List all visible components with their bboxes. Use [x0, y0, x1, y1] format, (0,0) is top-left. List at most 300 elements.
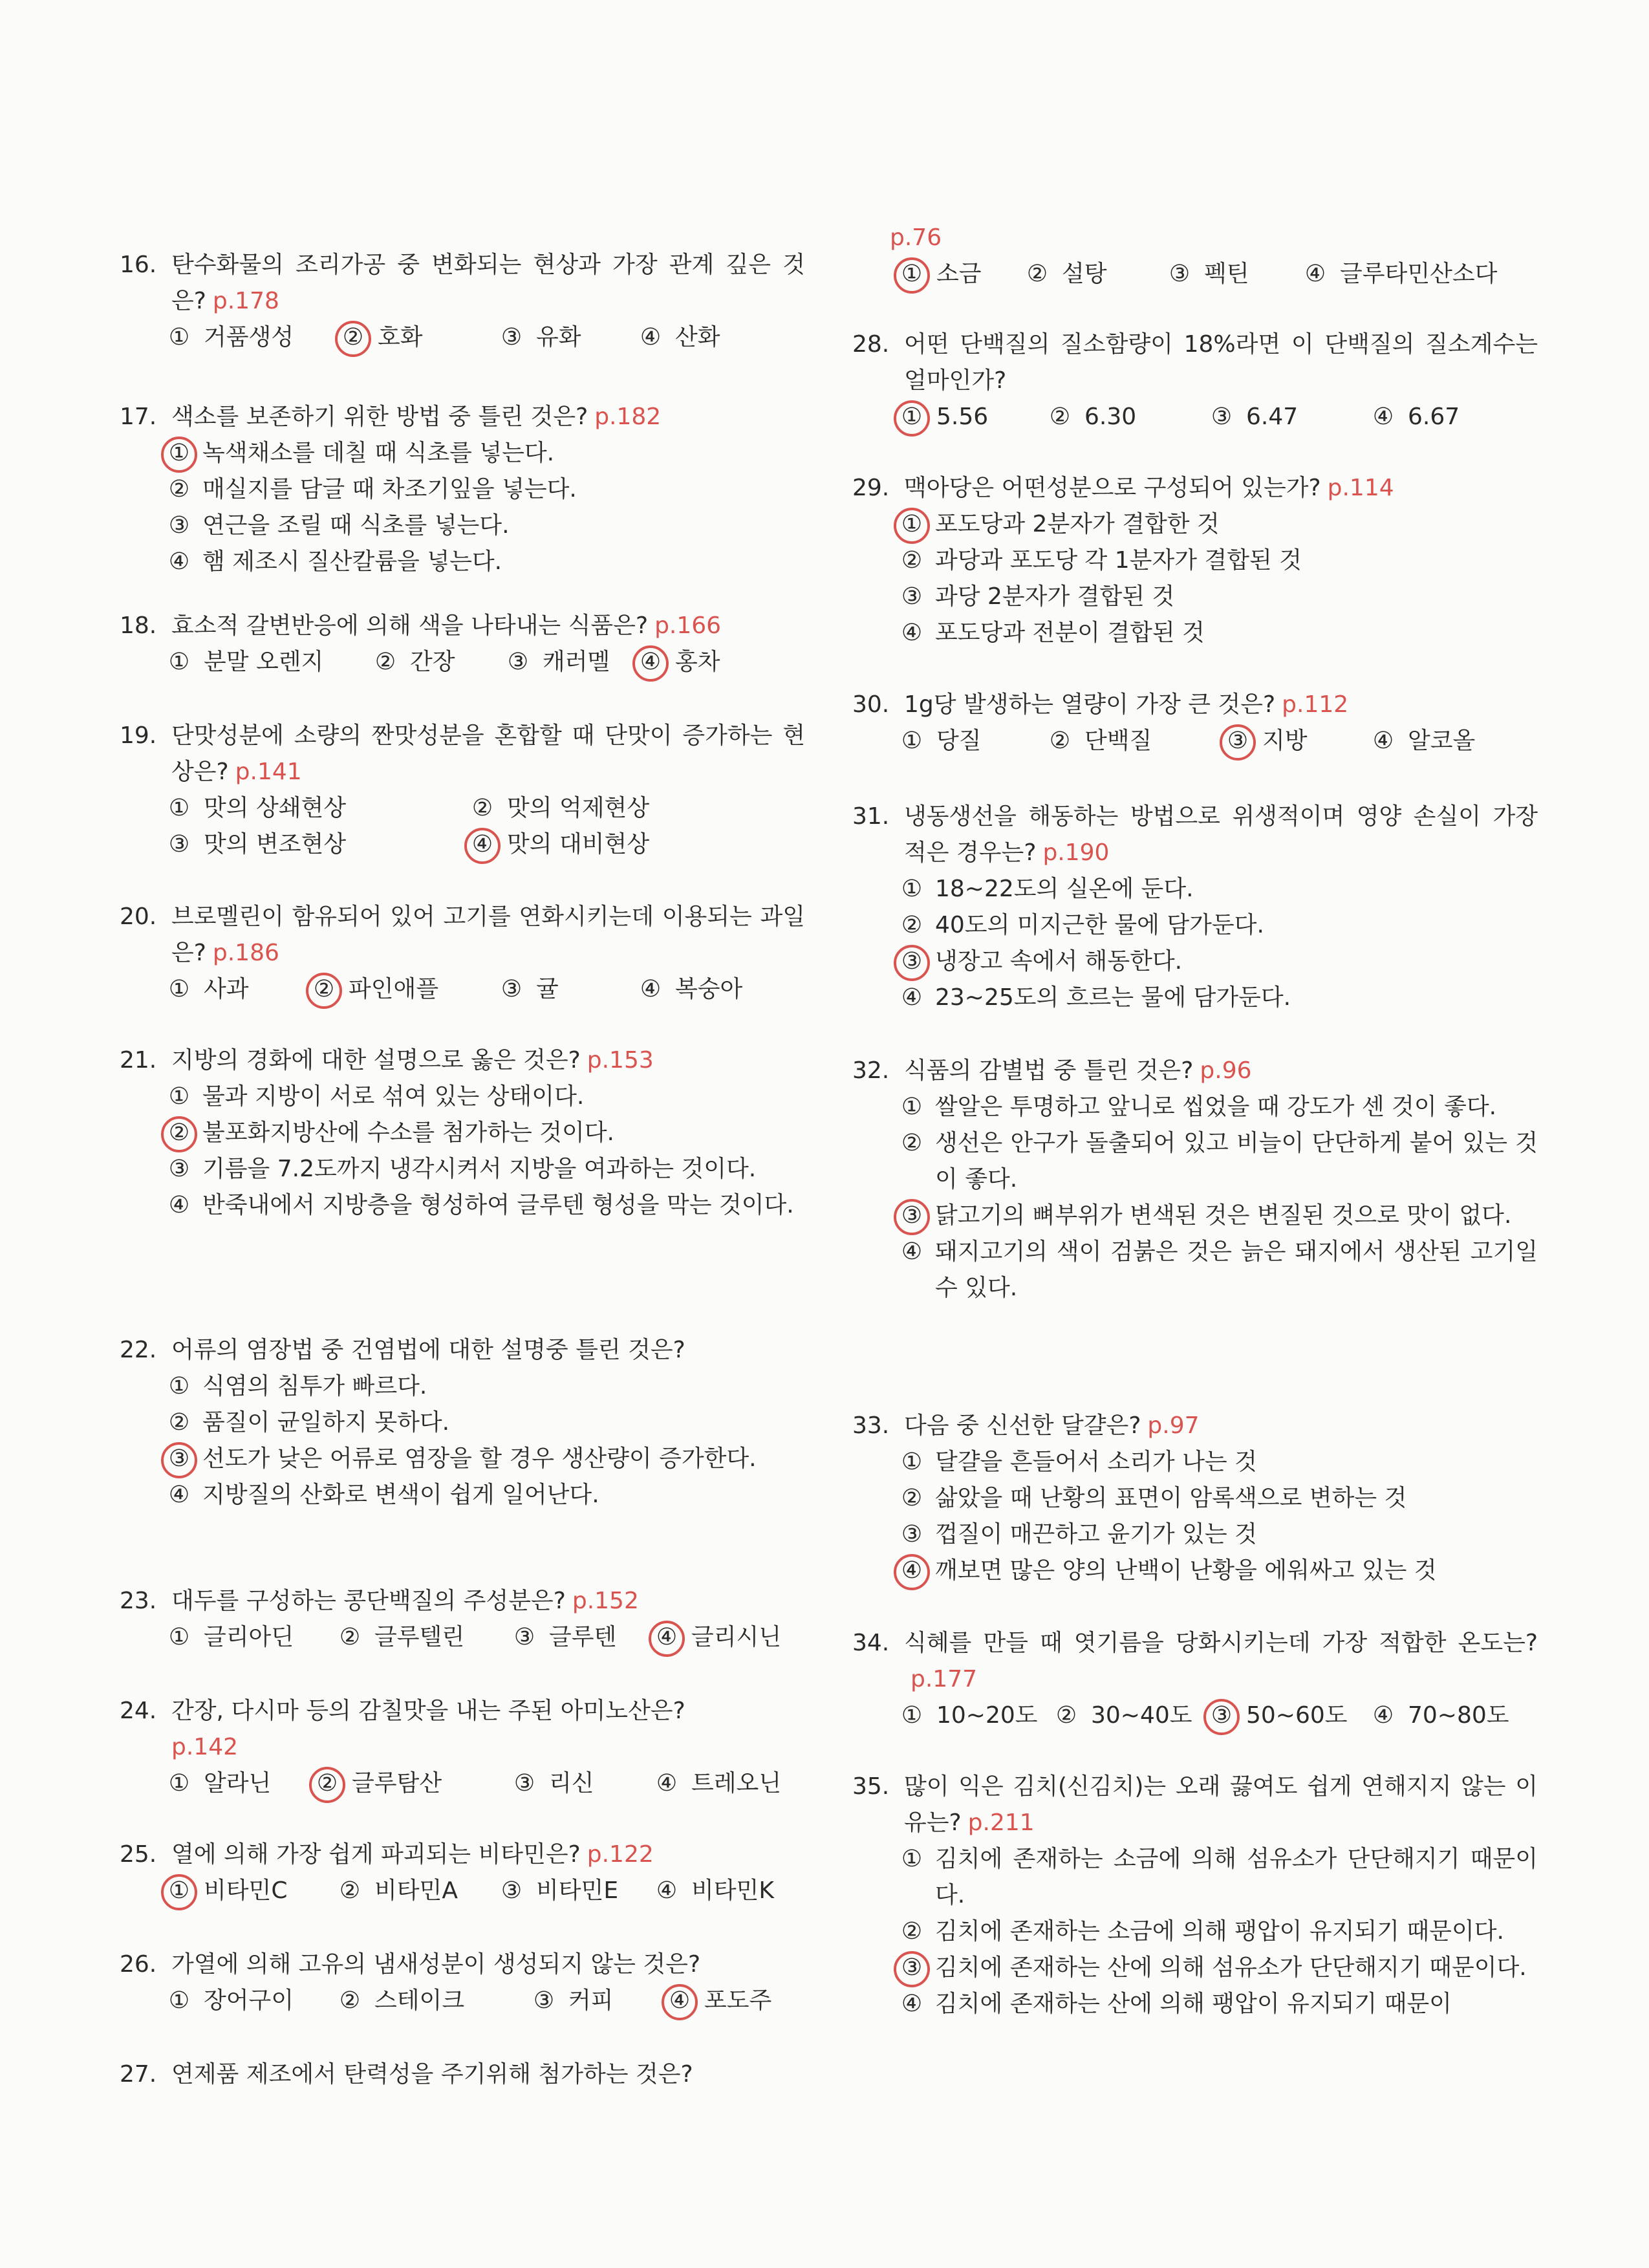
option-marker-wrap: [895, 579, 929, 615]
option-1[interactable]: [162, 1766, 271, 1802]
option-marker: ①: [162, 1873, 196, 1909]
answer-circle-mark: [1220, 724, 1256, 761]
option-4[interactable]: [1366, 399, 1460, 435]
option-2[interactable]: [1050, 1698, 1192, 1734]
option-2[interactable]: [333, 1983, 464, 2019]
option-text: 김치에 존재하는 산에 의해 섬유소가 단단해지기 때문이다.: [935, 1954, 1527, 1981]
question-27: [120, 2057, 805, 2093]
option-3[interactable]: [495, 971, 559, 1008]
question-number: 24.: [120, 1698, 157, 1724]
option-text: 선도가 낮은 어류로 염장을 할 경우 생산량이 증가한다.: [202, 1445, 757, 1472]
option-marker: ①: [895, 399, 929, 435]
option-3[interactable]: [120, 1441, 805, 1477]
option-marker: ②: [339, 1624, 361, 1650]
question-stem: [120, 1693, 805, 1729]
question-number: 32.: [852, 1057, 890, 1084]
option-3[interactable]: [495, 1873, 618, 1909]
answer-circle-mark: [306, 973, 342, 1009]
answer-circle-mark: [662, 1984, 698, 2020]
question-number: 19.: [120, 722, 157, 749]
option-text: 글리아딘: [204, 1624, 294, 1650]
option-text: 6.67: [1408, 404, 1460, 430]
option-4[interactable]: [650, 1619, 781, 1656]
question-text: [120, 1947, 805, 1983]
option-text: 5.56: [936, 404, 989, 430]
option-1[interactable]: [162, 319, 294, 356]
option-text: 50~60도: [1246, 1702, 1348, 1729]
option-marker: ②: [901, 1130, 923, 1156]
option-marker: ③: [168, 1156, 190, 1182]
page-reference: p.97: [1147, 1412, 1200, 1439]
option-text: 글리시닌: [691, 1624, 782, 1650]
option-1[interactable]: [895, 1698, 1038, 1734]
question-stem: [852, 327, 1538, 399]
question-number: 33.: [852, 1412, 890, 1439]
option-1[interactable]: [852, 506, 1538, 543]
option-marker: ②: [162, 1115, 196, 1151]
option-3[interactable]: [527, 1983, 614, 2019]
option-text: 껍질이 매끈하고 윤기가 있는 것: [935, 1521, 1257, 1548]
option-marker: ①: [168, 976, 190, 1002]
option-text: 반죽내에서 지방층을 형성하여 글루텐 형성을 막는 것이다.: [202, 1192, 794, 1218]
option-4[interactable]: [650, 1873, 774, 1909]
option-2[interactable]: [466, 790, 649, 826]
option-text: 삶았을 때 난황의 표면이 암록색으로 변하는 것: [935, 1485, 1407, 1511]
option-text: 소금: [936, 261, 982, 287]
option-marker: ③: [895, 1950, 929, 1986]
option-marker: ④: [901, 620, 923, 646]
option-marker: ①: [901, 876, 923, 902]
question-stem: [120, 247, 805, 319]
question-stem: [120, 1042, 805, 1079]
question-text-body: 효소적 갈변반응에 의해 색을 나타내는 식품은?: [171, 612, 649, 639]
page-reference: p.177: [911, 1666, 978, 1692]
option-marker: ②: [374, 649, 396, 675]
option-text: 닭고기의 뼈부위가 변색된 것은 변질된 것으로 맛이 없다.: [935, 1202, 1512, 1229]
options-row: [120, 826, 805, 863]
option-1[interactable]: [162, 971, 249, 1008]
option-2[interactable]: [333, 1619, 464, 1656]
option-marker: ②: [901, 547, 923, 574]
page-reference: p.153: [587, 1047, 654, 1074]
option-1[interactable]: [852, 1089, 1538, 1125]
question-text-body: 많이 익은 김치(신김치)는 오래 끓여도 쉽게 연해지지 않는 이유는?: [904, 1773, 1538, 1836]
page-reference: p.190: [1042, 839, 1110, 866]
option-marker-wrap: [895, 615, 929, 651]
answer-circle-mark: [161, 1116, 197, 1152]
option-3[interactable]: [1163, 256, 1249, 292]
option-marker: ①: [901, 1094, 923, 1120]
option-text: 6.30: [1084, 404, 1137, 430]
option-marker: ④: [1304, 261, 1326, 287]
option-marker-wrap: [895, 1089, 929, 1125]
option-text: 단백질: [1084, 728, 1152, 754]
option-marker: ④: [1372, 1702, 1394, 1729]
question-number: 16.: [120, 252, 157, 278]
option-text: 맛의 억제현상: [507, 795, 650, 821]
option-2[interactable]: [1020, 256, 1107, 292]
option-text: 복숭아: [675, 976, 743, 1002]
option-marker-wrap: [895, 506, 929, 543]
option-2[interactable]: [333, 1873, 458, 1909]
option-4[interactable]: [634, 971, 742, 1008]
option-2[interactable]: [307, 971, 438, 1008]
option-marker: ①: [901, 728, 923, 754]
option-marker-wrap: [895, 1198, 929, 1234]
options-row: [852, 256, 1538, 292]
option-2[interactable]: [369, 644, 455, 680]
question-cont: [852, 220, 1538, 292]
page-reference: p.76: [890, 224, 942, 251]
option-2[interactable]: [310, 1766, 442, 1802]
option-text: 연근을 조릴 때 식초를 넣는다.: [202, 512, 510, 539]
question-21: [120, 1042, 805, 1224]
option-text: 글루탐산: [352, 1770, 442, 1797]
option-text: 지방: [1262, 728, 1308, 754]
option-marker: ②: [1049, 728, 1071, 754]
option-4[interactable]: [852, 980, 1538, 1016]
option-4[interactable]: [650, 1766, 781, 1802]
question-text: [120, 899, 805, 971]
question-text: [120, 608, 805, 644]
question-number: 29.: [852, 475, 890, 501]
option-2[interactable]: [852, 1125, 1538, 1198]
option-4[interactable]: [466, 826, 649, 863]
option-text: 맛의 대비현상: [507, 831, 650, 858]
option-4[interactable]: [120, 1477, 805, 1513]
question-number: 20.: [120, 903, 157, 930]
question-number: 28.: [852, 331, 890, 358]
option-marker: ①: [168, 324, 190, 351]
option-marker: ②: [1049, 404, 1071, 430]
option-marker-wrap: [895, 1480, 929, 1517]
question-number: 31.: [852, 803, 890, 830]
option-marker: ③: [507, 649, 529, 675]
question-stem: [852, 1053, 1538, 1089]
option-marker: ④: [168, 548, 190, 575]
answer-circle-mark: [894, 257, 930, 294]
question-text-body: 간장, 다시마 등의 감칠맛을 내는 주된 아미노산은?: [171, 1698, 685, 1724]
option-marker: ④: [640, 324, 662, 351]
option-4[interactable]: [634, 644, 720, 680]
question-text-body: 탄수화물의 조리가공 중 변화되는 현상과 가장 관계 깊은 것은?: [171, 252, 805, 314]
option-marker: ①: [895, 506, 929, 543]
option-2[interactable]: [120, 471, 805, 508]
option-2[interactable]: [852, 1914, 1538, 1950]
option-marker: ③: [501, 324, 523, 351]
option-marker: ④: [168, 1192, 190, 1218]
option-marker: ②: [168, 1409, 190, 1436]
option-text: 사과: [204, 976, 249, 1002]
question-text: [852, 470, 1538, 506]
option-marker: ①: [168, 1987, 190, 2014]
question-text: [852, 687, 1538, 723]
option-marker-wrap: [162, 1115, 196, 1151]
option-1[interactable]: [120, 1079, 805, 1115]
option-1[interactable]: [852, 1841, 1538, 1914]
answer-circle-mark: [894, 945, 930, 981]
option-text: 비타민C: [204, 1877, 288, 1904]
option-marker: ②: [901, 912, 923, 938]
option-text: 생선은 안구가 돌출되어 있고 비늘이 단단하게 붙어 있는 것이 좋다.: [935, 1130, 1538, 1193]
option-text: 냉장고 속에서 해동한다.: [935, 948, 1183, 975]
option-text: 햄 제조시 질산칼륨을 넣는다.: [202, 548, 502, 575]
answer-circle-mark: [161, 1874, 197, 1910]
page-reference: p.122: [587, 1841, 654, 1868]
option-3[interactable]: [508, 1619, 616, 1656]
answer-circle-mark: [632, 645, 669, 682]
option-text: 포도당과 2분자가 결합한 것: [935, 511, 1220, 537]
question-29: [852, 470, 1538, 651]
option-4[interactable]: [1366, 723, 1475, 759]
option-4[interactable]: [1366, 1698, 1509, 1734]
option-marker: ④: [901, 1991, 923, 2017]
question-stem: [120, 899, 805, 971]
option-3[interactable]: [1205, 1698, 1348, 1734]
option-marker-wrap: [895, 1444, 929, 1480]
option-1[interactable]: [895, 256, 982, 292]
option-1[interactable]: [162, 790, 346, 826]
answer-circle-mark: [894, 1199, 930, 1235]
option-text: 알라닌: [204, 1770, 272, 1797]
option-marker: ③: [168, 831, 190, 858]
option-4[interactable]: [663, 1983, 771, 2019]
page-reference: p.96: [1200, 1057, 1252, 1084]
answer-circle-mark: [161, 1442, 197, 1478]
question-text: [120, 1042, 805, 1079]
question-stem: [120, 399, 805, 435]
question-17: [120, 399, 805, 580]
option-3[interactable]: [852, 579, 1538, 615]
question-text-body: 색소를 보존하기 위한 방법 중 틀린 것은?: [171, 404, 588, 430]
option-marker: ①: [901, 1702, 923, 1729]
question-text: [120, 247, 805, 319]
question-20: [120, 899, 805, 1008]
option-marker: ④: [634, 644, 667, 680]
option-marker: ①: [895, 256, 929, 292]
option-text: 깨보면 많은 양의 난백이 난황을 에워싸고 있는 것: [935, 1557, 1437, 1584]
option-text: 매실지를 담글 때 차조기잎을 넣는다.: [202, 476, 577, 502]
question-text: [120, 2057, 805, 2093]
option-2[interactable]: [852, 907, 1538, 944]
option-2[interactable]: [1043, 723, 1152, 759]
option-marker-wrap: [162, 544, 196, 580]
answer-circle-mark: [649, 1621, 685, 1657]
option-marker: ②: [339, 1877, 361, 1904]
option-marker: ①: [901, 1846, 923, 1872]
option-marker: ③: [513, 1770, 535, 1797]
option-marker-wrap: [162, 435, 196, 471]
option-text: 당질: [936, 728, 982, 754]
option-marker: ②: [336, 319, 370, 356]
option-4[interactable]: [852, 1234, 1538, 1306]
option-text: 돼지고기의 색이 검붉은 것은 늙은 돼지에서 생산된 고기일 수 있다.: [935, 1238, 1538, 1301]
option-marker-wrap: [895, 1841, 929, 1877]
options-row: [852, 1698, 1538, 1734]
option-marker: ④: [895, 1553, 929, 1589]
option-marker: ④: [901, 984, 923, 1011]
page-reference: p.152: [572, 1588, 639, 1614]
question-text: [120, 1332, 805, 1368]
option-2[interactable]: [852, 543, 1538, 579]
question-26: [120, 1947, 805, 2019]
option-marker: ④: [901, 1238, 923, 1265]
option-3[interactable]: [120, 508, 805, 544]
option-2[interactable]: [336, 319, 423, 356]
option-2[interactable]: [1043, 399, 1136, 435]
option-text: 스테이크: [374, 1987, 465, 2014]
option-3[interactable]: [1205, 399, 1298, 435]
option-text: 설탕: [1062, 261, 1107, 287]
question-text-body: 1g당 발생하는 열량이 가장 큰 것은?: [904, 691, 1276, 718]
question-stem: [852, 687, 1538, 723]
option-1[interactable]: [895, 399, 988, 435]
option-marker: ④: [656, 1770, 678, 1797]
option-1[interactable]: [162, 1983, 294, 2019]
option-2[interactable]: [852, 1480, 1538, 1517]
option-1[interactable]: [852, 871, 1538, 907]
option-marker: ③: [162, 1441, 196, 1477]
option-marker: ①: [168, 1624, 190, 1650]
option-text: 6.47: [1246, 404, 1299, 430]
option-text: 김치에 존재하는 소금에 의해 팽압이 유지되기 때문이다.: [935, 1918, 1504, 1945]
option-marker-wrap: [895, 944, 929, 980]
option-text: 40도의 미지근한 물에 담가둔다.: [935, 912, 1264, 938]
option-3[interactable]: [852, 1198, 1538, 1234]
option-text: 알코올: [1408, 728, 1476, 754]
option-4[interactable]: [120, 1187, 805, 1224]
option-text: 비타민A: [374, 1877, 458, 1904]
option-text: 귤: [536, 976, 559, 1002]
question-35: [852, 1769, 1538, 2022]
option-marker-wrap: [162, 1368, 196, 1405]
page-reference: p.166: [654, 612, 722, 639]
option-text: 펙틴: [1204, 261, 1249, 287]
option-marker: ③: [1211, 404, 1233, 430]
options-row: [120, 1619, 805, 1656]
option-marker-wrap: [162, 1405, 196, 1441]
option-text: 김치에 존재하는 소금에 의해 섬유소가 단단해지기 때문이다.: [935, 1846, 1538, 1908]
question-text: [852, 1625, 1538, 1698]
option-1[interactable]: [162, 644, 323, 680]
option-text: 포도당과 전분이 결합된 것: [935, 620, 1205, 646]
question-number: 26.: [120, 1951, 157, 1978]
option-3[interactable]: [501, 644, 610, 680]
question-stem: [120, 1332, 805, 1368]
option-3[interactable]: [120, 1151, 805, 1187]
option-text: 18~22도의 실온에 둔다.: [935, 876, 1194, 902]
page-reference: p.142: [171, 1734, 239, 1760]
question-text-body: 대두를 구성하는 콩단백질의 주성분은?: [171, 1588, 566, 1614]
option-marker: ③: [1221, 723, 1255, 759]
option-text: 커피: [568, 1987, 614, 2014]
option-3[interactable]: [852, 1517, 1538, 1553]
question-text-body: 맥아당은 어떤성분으로 구성되어 있는가?: [904, 475, 1321, 501]
option-marker: ①: [168, 1373, 190, 1399]
option-4[interactable]: [852, 1986, 1538, 2022]
page-reference: p.141: [235, 759, 302, 785]
question-text: [120, 1693, 805, 1729]
option-1[interactable]: [895, 723, 982, 759]
option-marker: ③: [513, 1624, 535, 1650]
option-marker: ①: [162, 435, 196, 471]
option-3[interactable]: [495, 319, 581, 356]
option-marker-wrap: [162, 1477, 196, 1513]
option-marker: ②: [310, 1766, 344, 1802]
option-3[interactable]: [852, 944, 1538, 980]
page-reference: p.182: [594, 404, 662, 430]
option-1[interactable]: [852, 1444, 1538, 1480]
option-text: 쌀알은 투명하고 앞니로 씹었을 때 강도가 센 것이 좋다.: [935, 1094, 1497, 1120]
option-marker-wrap: [895, 1517, 929, 1553]
option-2[interactable]: [120, 1405, 805, 1441]
option-4[interactable]: [634, 319, 720, 356]
option-marker: ③: [1205, 1698, 1238, 1734]
option-marker: ③: [901, 1521, 923, 1548]
option-marker: ④: [466, 826, 499, 863]
option-3[interactable]: [162, 826, 346, 863]
option-text: 호화: [378, 324, 423, 351]
option-text: 산화: [675, 324, 720, 351]
question-34: [852, 1625, 1538, 1734]
option-4[interactable]: [852, 615, 1538, 651]
option-4[interactable]: [852, 1553, 1538, 1589]
option-marker-wrap: [162, 1079, 196, 1115]
option-marker-wrap: [895, 1553, 929, 1589]
options-row: [120, 1766, 805, 1802]
question-number: 27.: [120, 2061, 157, 2088]
question-stem: [120, 1837, 805, 1873]
question-31: [852, 799, 1538, 1016]
option-2[interactable]: [120, 1115, 805, 1151]
option-1[interactable]: [120, 1368, 805, 1405]
option-text: 간장: [410, 649, 455, 675]
option-marker: ②: [307, 971, 341, 1008]
question-text: [120, 1837, 805, 1873]
option-marker-wrap: [162, 471, 196, 508]
option-4[interactable]: [1299, 256, 1497, 292]
page-reference: p.186: [212, 940, 279, 966]
question-text-body: 지방의 경화에 대한 설명으로 옳은 것은?: [171, 1047, 581, 1074]
option-marker-wrap: [895, 543, 929, 579]
question-text: [852, 1769, 1538, 1841]
question-stem: [852, 1769, 1538, 1841]
page-reference: p.114: [1327, 475, 1394, 501]
option-marker-wrap: [162, 1187, 196, 1224]
option-1[interactable]: [162, 1619, 294, 1656]
option-marker: ②: [339, 1987, 361, 2014]
question-text: [852, 1408, 1538, 1444]
question-number: 17.: [120, 404, 157, 430]
option-1[interactable]: [120, 435, 805, 471]
question-22: [120, 1332, 805, 1513]
option-3[interactable]: [1221, 723, 1308, 759]
option-3[interactable]: [508, 1766, 594, 1802]
option-4[interactable]: [120, 544, 805, 580]
option-text: 장어구이: [204, 1987, 294, 2014]
options-row: [852, 723, 1538, 759]
question-text-body: 어류의 염장법 중 건염법에 대한 설명중 틀린 것은?: [171, 1337, 685, 1363]
option-marker-wrap: [162, 508, 196, 544]
option-text: 녹색채소를 데칠 때 식초를 넣는다.: [202, 440, 555, 466]
option-3[interactable]: [852, 1950, 1538, 1986]
option-marker: ②: [471, 795, 493, 821]
question-stem: [852, 799, 1538, 871]
question-24: [120, 1693, 805, 1802]
option-1[interactable]: [162, 1873, 287, 1909]
question-number: 34.: [852, 1630, 890, 1656]
answer-circle-mark: [894, 1554, 930, 1590]
